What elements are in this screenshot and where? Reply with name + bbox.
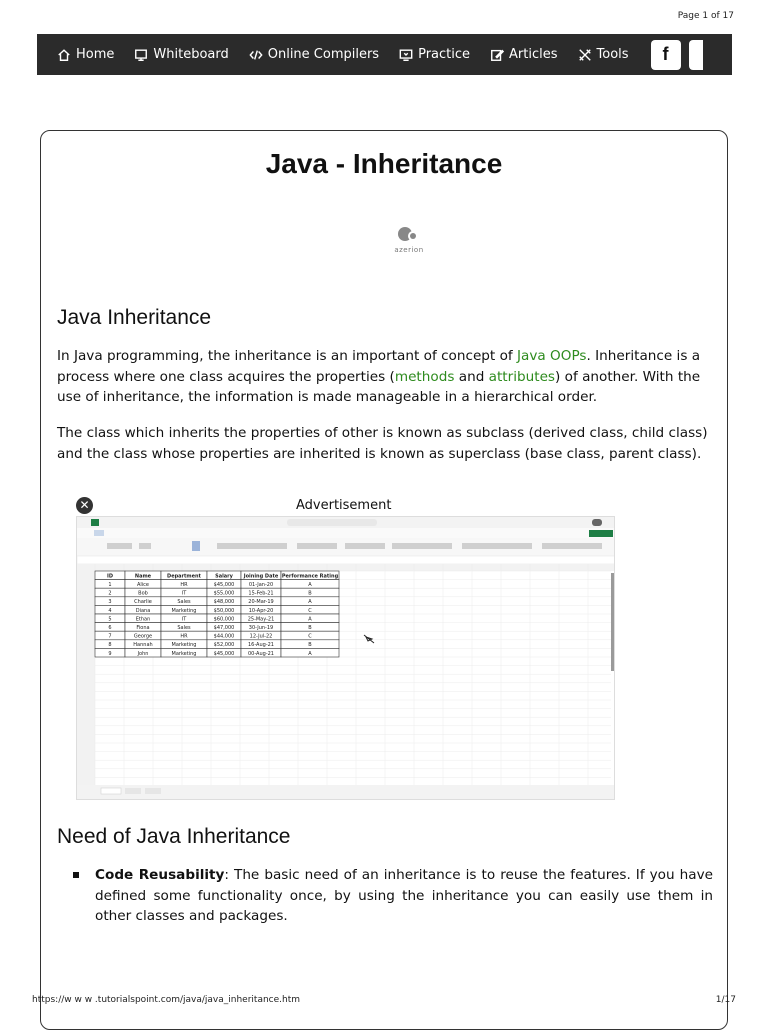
- sheet-cell-text: 1: [108, 582, 112, 588]
- sheet-cell-text: 7: [108, 633, 112, 640]
- azerion-logo: [384, 224, 434, 254]
- section-heading-need-of-inheritance: Need of Java Inheritance: [57, 825, 291, 848]
- sheet-cell-text: B: [308, 642, 312, 649]
- bullet-text: [95, 865, 713, 927]
- sheet-cell-text: $47,000: [213, 625, 235, 631]
- sheet-cell-text: $60,000: [213, 616, 235, 623]
- sheet-cell-text: 9: [108, 650, 112, 657]
- p1-text-a: In Java programming, the inheritance is an important of concept of: [57, 348, 518, 364]
- sheet-cell-text: Diana: [135, 607, 151, 614]
- nav-articles-label: Articles: [509, 47, 558, 62]
- logo-text: azerion: [394, 246, 424, 254]
- intro-paragraph: [57, 346, 717, 408]
- bullet-square-icon: [73, 872, 79, 878]
- sheet-cell-text: 8: [108, 642, 112, 649]
- sheet-cell-text: 25-May-21: [247, 616, 275, 623]
- sheet-cell-text: 10-Apr-20: [248, 607, 274, 614]
- sheet-cell-text: 6: [108, 625, 112, 631]
- azerion-logo-icon: [395, 224, 423, 244]
- sheet-header-cell-text: Salary: [215, 573, 233, 580]
- sheet-cell-text: 01-Jan-20: [248, 582, 274, 588]
- bullet-description: : The basic need of an inheritance is to reuse the features. If you have defined some functionality once, by using the inheritance you can easily use them in other classes and packages.: [95, 867, 713, 924]
- sheet-cell-text: $45,000: [213, 582, 235, 588]
- sheet-cell-text: HR: [180, 582, 188, 588]
- sheet-cell-text: B: [308, 590, 312, 597]
- p1-text-c: and: [454, 368, 489, 385]
- advertisement-image[interactable]: [76, 516, 615, 800]
- page-indicator: Page 1 of 17: [677, 11, 734, 21]
- section-heading-java-inheritance: Java Inheritance: [57, 306, 212, 329]
- sheet-header-cell-text: Performance Rating: [281, 573, 339, 580]
- sheet-cell-text: $44,000: [213, 633, 235, 640]
- sheet-cell-text: A: [308, 650, 312, 657]
- tools-icon: [578, 48, 592, 62]
- p1-text-d: ) of another. With the use of inheritance, the information is made manageable in a hierarchical order.: [57, 368, 701, 405]
- sheet-header-cell-text: Department: [167, 573, 201, 580]
- sheet-header-cell-text: Name: [134, 573, 152, 580]
- sheet-cell-text: $48,000: [213, 599, 235, 606]
- sheet-cell-text: 30-Jun-19: [248, 625, 274, 631]
- nav-whiteboard-label: Whiteboard: [153, 47, 229, 62]
- sheet-header-cell-text: ID: [106, 573, 114, 580]
- sheet-cell-text: George: [133, 633, 153, 640]
- code-icon: [249, 48, 263, 62]
- sheet-cell-text: 5: [108, 616, 112, 623]
- sheet-cell-text: $55,000: [213, 590, 235, 597]
- top-navbar: [37, 34, 732, 75]
- sheet-cell-text: IT: [181, 590, 187, 597]
- sheet-cell-text: Marketing: [171, 607, 197, 614]
- nav-online-compilers[interactable]: [249, 47, 379, 62]
- sheet-cell-text: 12-Jul-22: [249, 633, 273, 640]
- bullet-bold-term: Code Reusability: [95, 867, 225, 883]
- sheet-cell-text: Ethan: [135, 616, 151, 623]
- whiteboard-icon: [134, 48, 148, 62]
- nav-practice[interactable]: [399, 47, 470, 62]
- sheet-cell-text: John: [137, 650, 149, 657]
- nav-home-label: Home: [76, 47, 115, 62]
- ad-close-icon[interactable]: ✕: [76, 497, 93, 514]
- sheet-cell-text: 4: [108, 607, 112, 614]
- java-oops-link[interactable]: Java OOPs: [517, 348, 587, 364]
- home-icon: [57, 48, 71, 62]
- facebook-button[interactable]: [651, 40, 681, 70]
- footer-url: https://w w w .tutorialspoint.com/java/java_inheritance.htm: [32, 995, 301, 1005]
- spreadsheet-ad: [77, 517, 615, 800]
- nav-tools[interactable]: [578, 47, 629, 62]
- sheet-cell-text: Charlie: [134, 599, 152, 606]
- sheet-header-cell-text: Joining Date: [243, 573, 279, 580]
- advertisement-label: Advertisement: [296, 498, 392, 513]
- sheet-cell-text: Sales: [177, 599, 191, 606]
- p1-text-b: . Inheritance is a process where one class acquires the properties (: [57, 348, 701, 385]
- subclass-paragraph: The class which inherits the properties of other is known as subclass (derived class, child class) and the class whose properties are inherited is known as superclass (base class, parent class).: [57, 425, 708, 462]
- sheet-cell-text: Hannah: [133, 642, 153, 649]
- sheet-cell-text: 3: [108, 599, 112, 606]
- sheet-cell-text: $52,000: [213, 642, 235, 649]
- social-button-partial[interactable]: [689, 40, 703, 70]
- nav-tools-label: Tools: [596, 47, 629, 62]
- sheet-cell-text: 20-Mar-19: [248, 599, 274, 606]
- page-title: Java - Inheritance: [265, 148, 503, 179]
- sheet-cell-text: 2: [108, 590, 112, 597]
- nav-practice-label: Practice: [418, 47, 471, 62]
- sheet-cell-text: B: [308, 625, 312, 631]
- sheet-cell-text: HR: [180, 633, 188, 640]
- sheet-cell-text: A: [308, 599, 312, 606]
- sheet-cell-text: 15-Feb-21: [248, 590, 274, 597]
- sheet-cell-text: A: [308, 616, 312, 623]
- bullet-code-reusability: [73, 865, 713, 927]
- sheet-cell-text: 00-Aug-21: [248, 650, 274, 657]
- nav-home[interactable]: [57, 47, 114, 62]
- sheet-cell-text: Sales: [177, 625, 191, 631]
- methods-link[interactable]: methods: [394, 368, 455, 385]
- nav-online-compilers-label: Online Compilers: [267, 47, 380, 62]
- sheet-cell-text: Marketing: [171, 650, 197, 657]
- sheet-cell-text: Marketing: [171, 642, 197, 649]
- sheet-cell-text: C: [308, 633, 312, 640]
- edit-icon: [490, 48, 504, 62]
- sheet-cell-text: C: [308, 607, 312, 614]
- sheet-cell-text: 16-Aug-21: [248, 642, 274, 649]
- sheet-cell-text: $45,000: [213, 650, 235, 657]
- sheet-cell-text: Alice: [136, 582, 150, 588]
- sheet-cell-text: $50,000: [213, 607, 235, 614]
- attributes-link[interactable]: attributes: [488, 368, 556, 385]
- nav-whiteboard[interactable]: [134, 47, 228, 62]
- footer-page-number: 1/17: [715, 995, 736, 1005]
- sheet-cell-text: IT: [181, 616, 187, 623]
- sheet-cell-text: A: [308, 582, 312, 588]
- nav-articles[interactable]: [490, 47, 557, 62]
- practice-icon: [399, 48, 413, 62]
- sheet-cell-text: Fiona: [136, 625, 150, 631]
- facebook-icon: f: [662, 44, 669, 64]
- sheet-cell-text: Bob: [138, 590, 148, 597]
